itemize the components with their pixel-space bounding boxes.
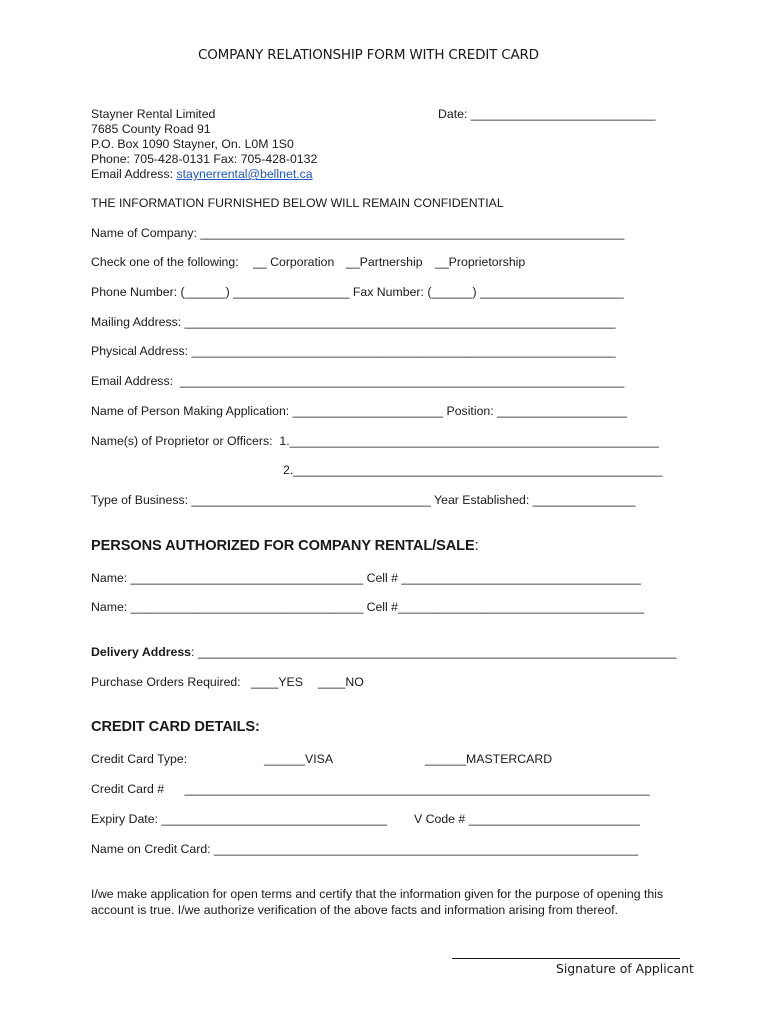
authorized-heading-text: PERSONS AUTHORIZED FOR COMPANY RENTAL/SALE: [91, 538, 475, 554]
company-address-line2: P.O. Box 1090 Stayner, On. L0M 1S0: [91, 137, 294, 151]
credit-card-heading: CREDIT CARD DETAILS:: [91, 719, 260, 735]
company-phone-fax: Phone: 705-428-0131 Fax: 705-428-0132: [91, 152, 318, 166]
authorized-persons-heading: [91, 539, 479, 554]
company-name: Stayner Rental Limited: [91, 107, 216, 121]
check-one-label: Check one of the following:: [91, 255, 239, 269]
applicant-field[interactable]: Name of Person Making Application: ______________________ Position: ___________________: [91, 404, 628, 418]
mailing-address-field[interactable]: Mailing Address: _______________________________________________________________: [91, 315, 616, 329]
authorized-heading-suffix: :: [474, 538, 479, 554]
phone-fax-field[interactable]: Phone Number: (______) _________________ Fax Number: (______) _____________________: [91, 285, 624, 299]
purchase-orders-label: Purchase Orders Required:: [91, 675, 241, 689]
card-type-visa[interactable]: ______VISA: [264, 752, 334, 766]
business-type-field[interactable]: Type of Business: ___________________________________ Year Established: _______________: [91, 493, 636, 507]
card-type-mastercard[interactable]: ______MASTERCARD: [425, 752, 553, 766]
company-email-row: [91, 167, 313, 182]
purchase-orders-no[interactable]: ____NO: [318, 675, 364, 689]
card-type-label: Credit Card Type:: [91, 752, 188, 766]
signature-line[interactable]: [452, 958, 680, 959]
vcode-field[interactable]: V Code # _________________________: [414, 812, 640, 826]
confidential-notice: THE INFORMATION FURNISHED BELOW WILL REMAIN CONFIDENTIAL: [91, 196, 504, 210]
company-email-link[interactable]: staynerrental@bellnet.ca: [176, 167, 313, 181]
name-on-card-field[interactable]: Name on Credit Card: ______________________________________________________________: [91, 842, 639, 856]
card-number-field[interactable]: Credit Card # ____________________________________________________________________: [91, 782, 650, 796]
delivery-address-field[interactable]: [91, 645, 677, 660]
proprietorship-option[interactable]: __Proprietorship: [435, 255, 526, 269]
proprietor-officer-1-field[interactable]: Name(s) of Proprietor or Officers: 1.______________________________________________________: [91, 434, 659, 448]
purchase-orders-yes[interactable]: ____YES: [251, 675, 303, 689]
signature-caption: Signature of Applicant: [556, 961, 694, 976]
physical-address-field[interactable]: Physical Address: ______________________________________________________________: [91, 344, 616, 358]
company-address-line1: 7685 County Road 91: [91, 122, 211, 136]
delivery-address-line[interactable]: : ______________________________________________________________________: [191, 645, 677, 659]
company-email-label: Email Address:: [91, 167, 177, 181]
email-address-field[interactable]: Email Address: _________________________________________________________________: [91, 374, 625, 388]
authorized-person-1-field[interactable]: Name: __________________________________ Cell # ___________________________________: [91, 571, 641, 585]
expiry-date-field[interactable]: Expiry Date: _________________________________: [91, 812, 388, 826]
declaration-text: I/we make application for open terms and certify that the information given for the purpose of opening this account is true. I/we authorize verification of the above facts and information arising from thereof.: [91, 887, 664, 917]
company-name-field[interactable]: Name of Company: ______________________________________________________________: [91, 226, 625, 240]
date-field[interactable]: Date: ___________________________: [438, 107, 656, 121]
corporation-option[interactable]: __ Corporation: [253, 255, 335, 269]
partnership-option[interactable]: __Partnership: [346, 255, 423, 269]
delivery-address-label: Delivery Address: [91, 645, 192, 659]
proprietor-officer-2-field[interactable]: 2.______________________________________________________: [283, 463, 663, 477]
form-title: COMPANY RELATIONSHIP FORM WITH CREDIT CARD: [198, 47, 539, 63]
authorized-person-2-field[interactable]: Name: __________________________________ Cell #____________________________________: [91, 600, 645, 614]
